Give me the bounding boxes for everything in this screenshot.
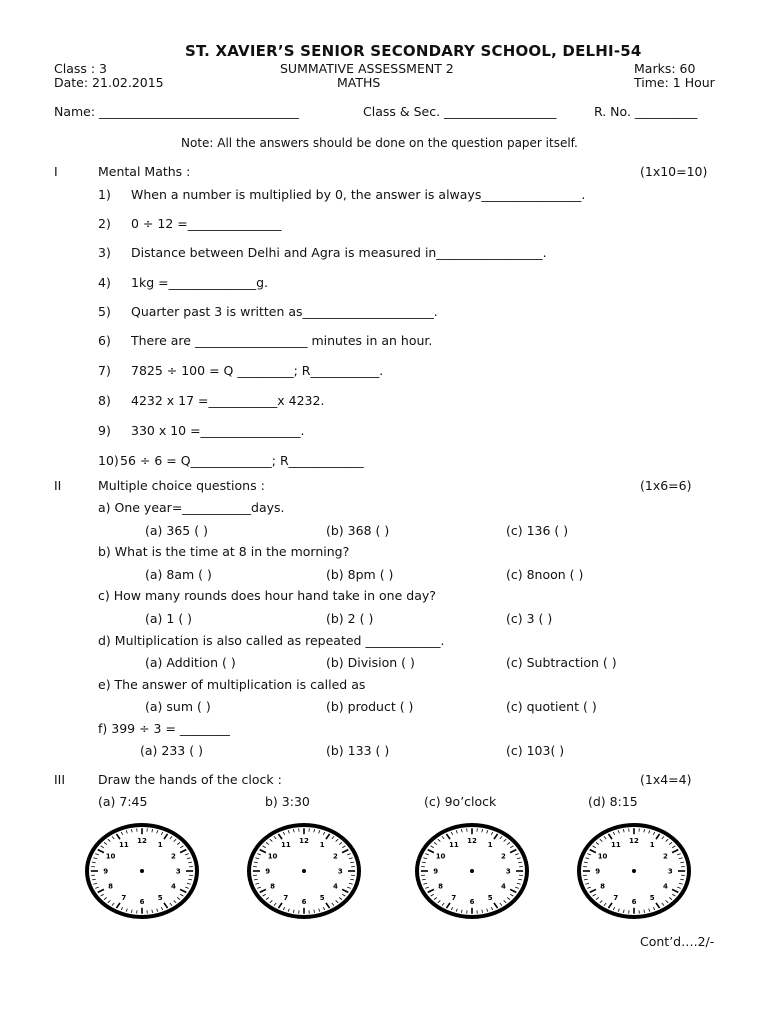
clock-numeral: 11: [280, 841, 291, 850]
class-label: Class : 3: [54, 61, 107, 76]
section3-number: III: [54, 772, 66, 787]
section2-marks: (1x6=6): [640, 478, 692, 493]
clock-numeral: 8: [108, 882, 114, 891]
question-item: [98, 245, 547, 260]
mcq-option-c[interactable]: (c) quotient ( ): [506, 699, 597, 714]
clock-label-c: (c) 9o’clock: [424, 794, 497, 809]
section1-marks: (1x10=10): [640, 164, 708, 179]
question-text: Distance between Delhi and Agra is measured in_________________.: [131, 245, 547, 260]
clock-numeral: 9: [595, 867, 601, 876]
clock-numeral: 7: [121, 893, 127, 902]
question-number: 9): [98, 423, 111, 438]
mcq-question: a) One year=___________days.: [98, 500, 285, 515]
mcq-option-c[interactable]: (c) 103( ): [506, 743, 565, 758]
mcq-question: b) What is the time at 8 in the morning?: [98, 544, 350, 559]
mcq-option-c[interactable]: (c) 8noon ( ): [506, 567, 584, 582]
clock-numeral: 2: [170, 852, 176, 861]
question-text: 1kg =______________g.: [131, 275, 268, 290]
mcq-option-a[interactable]: (a) 233 ( ): [140, 743, 203, 758]
clock-numeral: 1: [649, 841, 655, 850]
mcq-option-b[interactable]: (b) 368 ( ): [326, 523, 390, 538]
clock-numeral: 2: [500, 852, 506, 861]
continued-note: Cont’d….2/-: [640, 934, 715, 949]
clock-numeral: 7: [283, 893, 289, 902]
mcq-question: f) 399 ÷ 3 = ________: [98, 721, 230, 736]
roll-no-field[interactable]: R. No. __________: [594, 104, 698, 119]
mcq-option-b[interactable]: (b) 133 ( ): [326, 743, 390, 758]
question-item: [98, 423, 305, 438]
question-number: 3): [98, 245, 111, 260]
clock-numeral: 8: [438, 882, 444, 891]
mcq-option-c[interactable]: (c) Subtraction ( ): [506, 655, 617, 670]
clock-numeral: 4: [500, 882, 506, 891]
clock-numeral: 9: [265, 867, 271, 876]
question-number: 10): [98, 453, 119, 468]
question-item: [98, 216, 282, 231]
mcq-question: c) How many rounds does hour hand take in one day?: [98, 588, 436, 603]
question-text: When a number is multiplied by 0, the answer is always________________.: [131, 187, 586, 202]
question-item: [98, 333, 433, 348]
clock-numeral: 1: [487, 841, 493, 850]
question-item: [98, 453, 364, 468]
clock-numeral: 3: [337, 867, 343, 876]
clock-numeral: 5: [319, 893, 325, 902]
class-sec-field[interactable]: Class & Sec. __________________: [363, 104, 557, 119]
mcq-option-b[interactable]: (b) Division ( ): [326, 655, 415, 670]
clock-numeral: 6: [139, 897, 145, 906]
question-item: [98, 187, 586, 202]
clock-center-dot: [632, 869, 636, 873]
clock-label-b: b) 3:30: [265, 794, 310, 809]
section1-number: I: [54, 164, 58, 179]
question-text: 330 x 10 =________________.: [131, 423, 305, 438]
school-title: ST. XAVIER’S SENIOR SECONDARY SCHOOL, DELHI-54: [185, 42, 642, 60]
section1-title: Mental Maths :: [98, 164, 191, 179]
question-item: [98, 275, 268, 290]
clock-numeral: 1: [319, 841, 325, 850]
question-text: 7825 ÷ 100 = Q _________; R___________.: [131, 363, 384, 378]
question-number: 6): [98, 333, 111, 348]
clock-label-a: (a) 7:45: [98, 794, 148, 809]
question-number: 2): [98, 216, 111, 231]
clock-numeral: 11: [448, 841, 459, 850]
mcq-option-b[interactable]: (b) product ( ): [326, 699, 414, 714]
clock-numeral: 4: [332, 882, 338, 891]
question-item: [98, 393, 325, 408]
question-text: 56 ÷ 6 = Q_____________; R____________: [120, 453, 364, 468]
clock-numeral: 7: [613, 893, 619, 902]
mcq-option-a[interactable]: (a) 1 ( ): [145, 611, 193, 626]
question-number: 1): [98, 187, 111, 202]
clock-face-c[interactable]: [414, 822, 530, 920]
clock-numeral: 12: [299, 837, 309, 846]
subject-label: MATHS: [337, 75, 381, 90]
clock-face-b[interactable]: [246, 822, 362, 920]
clock-numeral: 10: [267, 852, 278, 861]
clock-numeral: 3: [505, 867, 511, 876]
clock-numeral: 8: [270, 882, 276, 891]
question-item: [98, 363, 384, 378]
question-item: [98, 304, 438, 319]
question-number: 5): [98, 304, 111, 319]
mcq-option-c[interactable]: (c) 3 ( ): [506, 611, 553, 626]
clock-numeral: 12: [137, 837, 147, 846]
clock-numeral: 10: [435, 852, 446, 861]
time-label: Time: 1 Hour: [634, 75, 715, 90]
clock-numeral: 3: [175, 867, 181, 876]
clock-numeral: 4: [662, 882, 668, 891]
clock-numeral: 1: [157, 841, 163, 850]
clock-numeral: 11: [610, 841, 621, 850]
exam-title: SUMMATIVE ASSESSMENT 2: [280, 61, 454, 76]
clock-numeral: 8: [600, 882, 606, 891]
clock-numeral: 5: [157, 893, 163, 902]
clock-face-d[interactable]: [576, 822, 692, 920]
marks-label: Marks: 60: [634, 61, 696, 76]
mcq-question: e) The answer of multiplication is called as: [98, 677, 366, 692]
clock-numeral: 11: [118, 841, 129, 850]
clock-numeral: 12: [467, 837, 477, 846]
section3-marks: (1x4=4): [640, 772, 692, 787]
clock-face-a[interactable]: [84, 822, 200, 920]
clock-numeral: 9: [433, 867, 439, 876]
clock-numeral: 6: [631, 897, 637, 906]
question-text: There are __________________ minutes in an hour.: [131, 333, 433, 348]
mcq-option-a[interactable]: (a) 8am ( ): [145, 567, 212, 582]
clock-numeral: 7: [451, 893, 457, 902]
clock-numeral: 6: [469, 897, 475, 906]
clock-numeral: 9: [103, 867, 109, 876]
clock-center-dot: [140, 869, 144, 873]
clock-center-dot: [302, 869, 306, 873]
question-number: 4): [98, 275, 111, 290]
clock-numeral: 10: [597, 852, 608, 861]
clock-label-d: (d) 8:15: [588, 794, 638, 809]
clock-numeral: 5: [649, 893, 655, 902]
question-number: 7): [98, 363, 111, 378]
section2-number: II: [54, 478, 62, 493]
mcq-option-a[interactable]: (a) 365 ( ): [145, 523, 208, 538]
question-text: 4232 x 17 =___________x 4232.: [131, 393, 325, 408]
question-text: Quarter past 3 is written as_____________________.: [131, 304, 438, 319]
clock-numeral: 2: [332, 852, 338, 861]
mcq-option-a[interactable]: (a) sum ( ): [145, 699, 211, 714]
mcq-option-b[interactable]: (b) 8pm ( ): [326, 567, 394, 582]
mcq-option-c[interactable]: (c) 136 ( ): [506, 523, 569, 538]
question-text: 0 ÷ 12 =_______________: [131, 216, 282, 231]
clock-numeral: 3: [667, 867, 673, 876]
note: Note: All the answers should be done on the question paper itself.: [181, 136, 578, 150]
mcq-question: d) Multiplication is also called as repeated ____________.: [98, 633, 445, 648]
question-number: 8): [98, 393, 111, 408]
mcq-option-b[interactable]: (b) 2 ( ): [326, 611, 374, 626]
section3-title: Draw the hands of the clock :: [98, 772, 282, 787]
name-field[interactable]: Name: ________________________________: [54, 104, 300, 119]
clock-numeral: 6: [301, 897, 307, 906]
mcq-option-a[interactable]: (a) Addition ( ): [145, 655, 236, 670]
date-label: Date: 21.02.2015: [54, 75, 164, 90]
clock-numeral: 10: [105, 852, 116, 861]
clock-numeral: 4: [170, 882, 176, 891]
clock-center-dot: [470, 869, 474, 873]
clock-numeral: 5: [487, 893, 493, 902]
section2-title: Multiple choice questions :: [98, 478, 265, 493]
clock-numeral: 12: [629, 837, 639, 846]
clock-numeral: 2: [662, 852, 668, 861]
